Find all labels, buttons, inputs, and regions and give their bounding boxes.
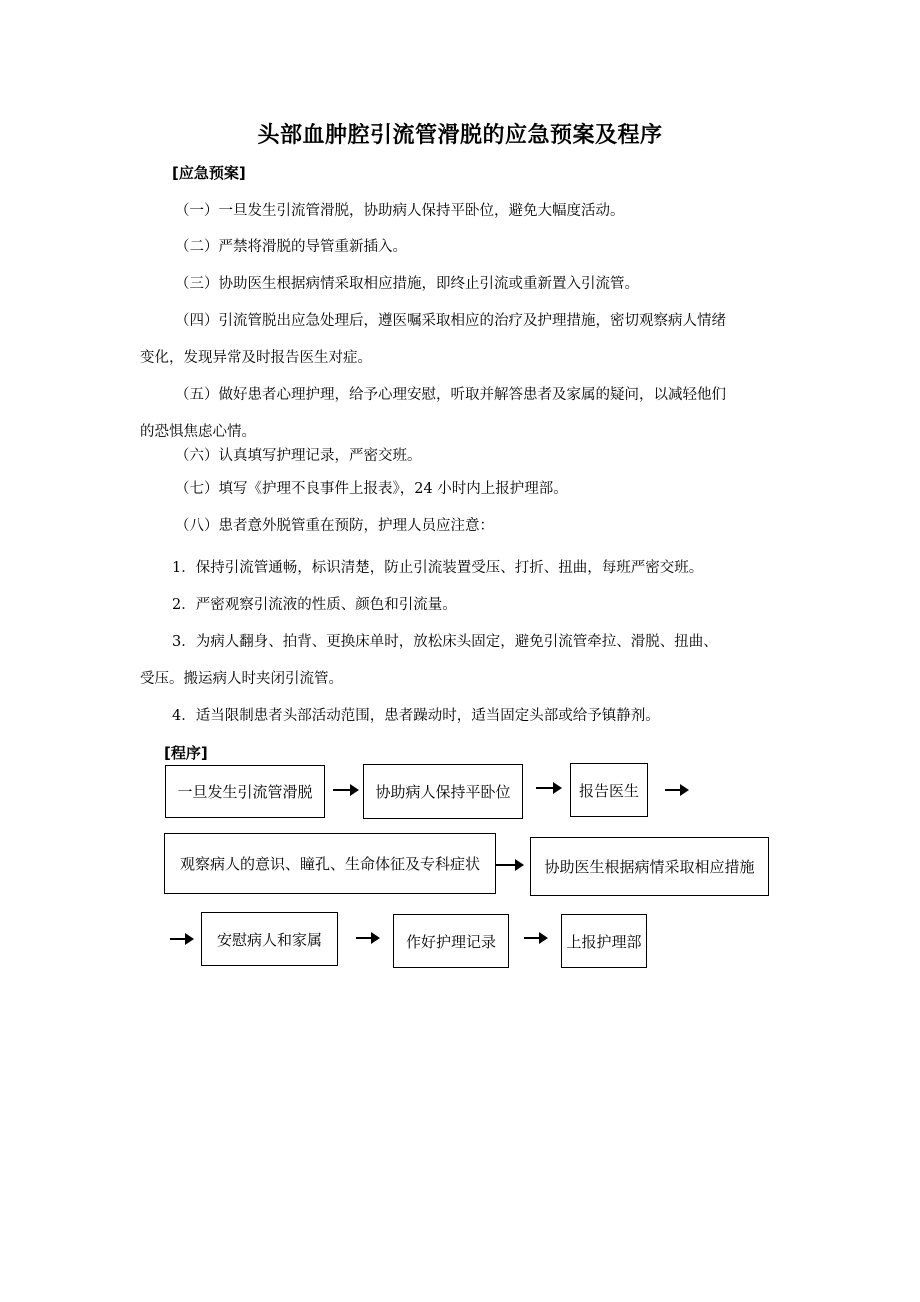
flow-step-2: 协助病人保持平卧位 [363, 764, 523, 819]
plan-item-8: （八）患者意外脱管重在预防，护理人员应注意： [175, 518, 494, 534]
procedure-heading: [程序] [164, 744, 208, 762]
arrow-icon [333, 789, 357, 791]
plan-note-4: 4．适当限制患者头部活动范围，患者躁动时，适当固定头部或给予镇静剂。 [172, 708, 660, 724]
plan-item-6: （六）认真填写护理记录，严密交班。 [175, 448, 422, 464]
plan-item-3: （三）协助医生根据病情采取相应措施，即终止引流或重新置入引流管。 [175, 276, 639, 292]
arrow-icon [170, 938, 192, 940]
plan-item-5-line1: （五）做好患者心理护理，给予心理安慰，听取并解答患者及家属的疑问，以减轻他们 [175, 387, 726, 403]
plan-heading: [应急预案] [172, 164, 246, 182]
plan-note-1: 1．保持引流管通畅，标识清楚，防止引流装置受压、打折、扭曲，每班严密交班。 [172, 560, 704, 576]
flow-step-3: 报告医生 [570, 763, 648, 817]
plan-item-7: （七）填写《护理不良事件上报表》，24 小时内上报护理部。 [175, 481, 568, 497]
plan-note-3-line2: 受压。搬运病人时夹闭引流管。 [140, 671, 343, 687]
arrow-icon [665, 789, 687, 791]
plan-note-2: 2．严密观察引流液的性质、颜色和引流量。 [172, 597, 457, 613]
plan-item-1: （一）一旦发生引流管滑脱，协助病人保持平卧位，避免大幅度活动。 [175, 203, 625, 219]
arrow-icon [524, 937, 546, 939]
arrow-icon [356, 937, 378, 939]
plan-item-4-line2: 变化，发现异常及时报告医生对症。 [140, 350, 372, 366]
plan-item-4-line1: （四）引流管脱出应急处理后，遵医嘱采取相应的治疗及护理措施，密切观察病人情绪 [175, 313, 726, 329]
page-title: 头部血肿腔引流管滑脱的应急预案及程序 [257, 123, 663, 148]
flow-step-1: 一旦发生引流管滑脱 [165, 765, 325, 818]
flow-step-8: 上报护理部 [561, 914, 647, 968]
flow-step-5: 协助医生根据病情采取相应措施 [530, 837, 769, 896]
flow-step-4: 观察病人的意识、瞳孔、生命体征及专科症状 [164, 833, 496, 894]
plan-item-5-line2: 的恐惧焦虑心情。 [140, 424, 256, 440]
arrow-icon [496, 864, 522, 866]
plan-item-2: （二）严禁将滑脱的导管重新插入。 [175, 239, 407, 255]
plan-note-3-line1: 3．为病人翻身、拍背、更换床单时，放松床头固定，避免引流管牵拉、滑脱、扭曲、 [172, 634, 718, 650]
flow-step-6: 安慰病人和家属 [201, 912, 338, 966]
arrow-icon [536, 787, 560, 789]
flow-step-7: 作好护理记录 [393, 914, 509, 968]
